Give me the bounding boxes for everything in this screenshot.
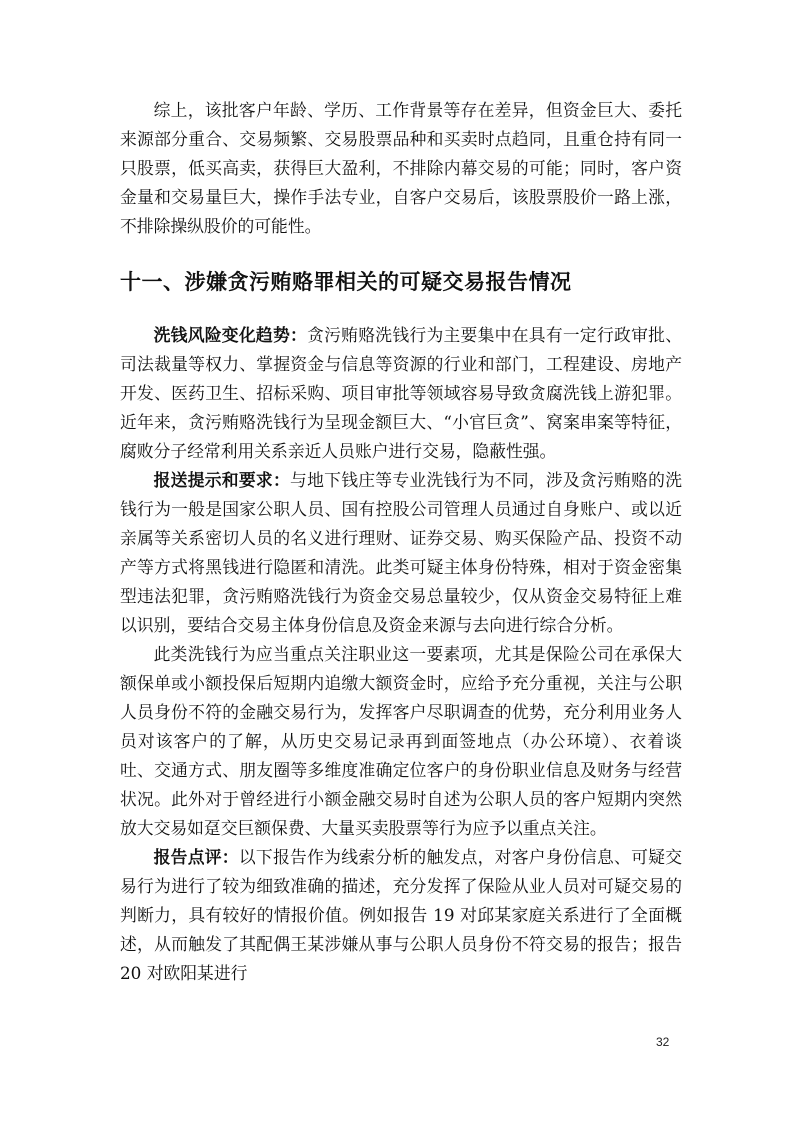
paragraph-risk-trend	[120, 321, 682, 466]
report-review-lead: 报告点评：	[153, 847, 239, 867]
paragraph-occupation-focus: 此类洗钱行为应当重点关注职业这一要素项，尤其是保险公司在承保大额保单或小额投保后短期内追缴大额资金时，应给予充分重视，关注与公职人员身份不符的金融交易行为，发挥客户尽职调查的优势，充分利用业务人员对该客户的了解，从历史交易记录再到面签地点（办公环境）、衣着谈吐、交通方式、朋友圈等多维度准确定位客户的身份职业信息及财务与经营状况。此外对于曾经进行小额金融交易时自述为公职人员的客户短期内突然放大交易如趸交巨额保费、大量买卖股票等行为应予以重点关注。	[120, 644, 682, 838]
document-body	[120, 96, 682, 988]
risk-trend-body: 贪污贿赂洗钱行为主要集中在具有一定行政审批、司法裁量等权力、掌握资金与信息等资源的行业和部门，工程建设、房地产开发、医药卫生、招标采购、项目审批等领域容易导致贪腐洗钱上游犯罪。近年来，贪污贿赂洗钱行为呈现金额巨大、“小官巨贪”、窝案串案等特征，腐败分子经常利用关系亲近人员账户进行交易，隐蔽性强。	[120, 325, 682, 461]
reporting-requirements-body: 与地下钱庄等专业洗钱行为不同，涉及贪污贿赂的洗钱行为一般是国家公职人员、国有控股公司管理人员通过自身账户、或以近亲属等关系密切人员的名义进行理财、证券交易、购买保险产品、投资不动产等方式将黑钱进行隐匿和清洗。此类可疑主体身份特殊，相对于资金密集型违法犯罪，贪污贿赂洗钱行为资金交易总量较少，仅从资金交易特征上难以识别，要结合交易主体身份信息及资金来源与去向进行综合分析。	[120, 470, 682, 635]
report-review-body: 以下报告作为线索分析的触发点，对客户身份信息、可疑交易行为进行了较为细致准确的描述，充分发挥了保险从业人员对可疑交易的判断力，具有较好的情报价值。例如报告 19 对邱某家庭关系进行了全面概述，从而触发了其配偶王某涉嫌从事与公职人员身份不符交易的报告；报告 20 对欧阳某进行	[120, 847, 682, 983]
page-number: 32	[656, 1035, 670, 1049]
section-heading: 十一、涉嫌贪污贿赂罪相关的可疑交易报告情况	[120, 270, 572, 294]
paragraph-report-review	[120, 843, 682, 988]
paragraph-summary: 综上，该批客户年龄、学历、工作背景等存在差异，但资金巨大、委托来源部分重合、交易频繁、交易股票品种和买卖时点趋同，且重仓持有同一只股票，低买高卖，获得巨大盈利，不排除内幕交易的可能；同时，客户资金量和交易量巨大，操作手法专业，自客户交易后，该股票股价一路上涨，不排除操纵股价的可能性。	[120, 100, 682, 236]
risk-trend-lead: 洗钱风险变化趋势：	[153, 325, 308, 345]
reporting-requirements-lead: 报送提示和要求：	[153, 470, 291, 490]
paragraph-reporting-requirements	[120, 466, 682, 640]
